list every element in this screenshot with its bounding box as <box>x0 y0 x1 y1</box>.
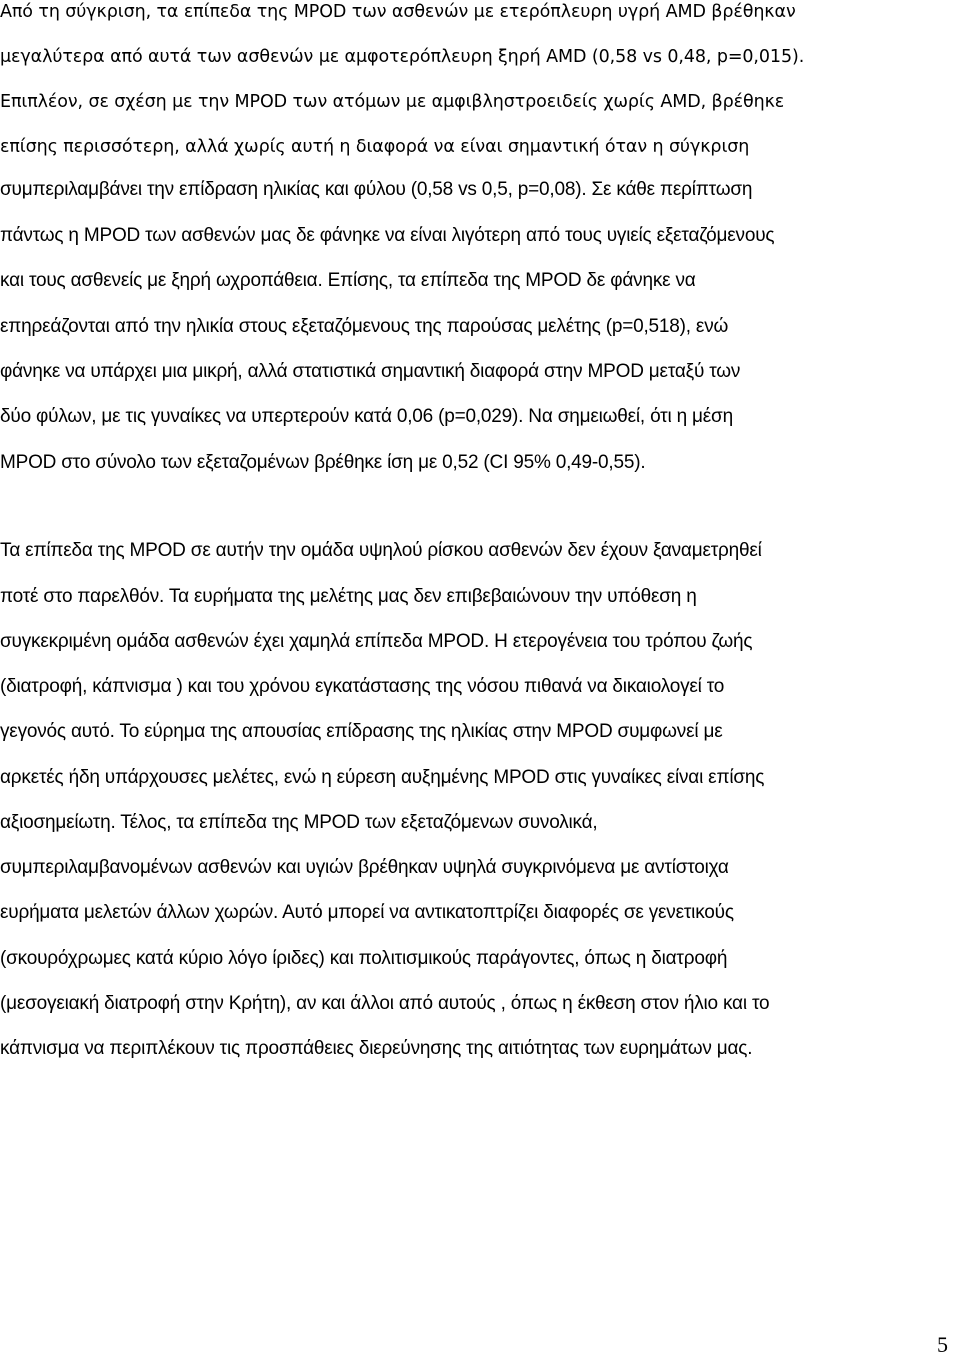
text-line: μεγαλύτερα από αυτά των ασθενών με αμφοτερόπλευρη ξηρή AMD (0,58 vs 0,48, p=0,015). <box>0 47 805 67</box>
text-line: (σκουρόχρωμες κατά κύριο λόγο ίριδες) και πολιτισμικούς παράγοντες, όπως η διατροφή <box>0 948 728 969</box>
text-line: γεγονός αυτό. Το εύρημα της απουσίας επίδρασης της ηλικίας στην MPOD συμφωνεί με <box>0 721 723 742</box>
text-line: MPOD στο σύνολο των εξεταζομένων βρέθηκε ίση με 0,52 (CI 95% 0,49-0,55). <box>0 452 646 473</box>
text-line: συγκεκριμένη ομάδα ασθενών έχει χαμηλά επίπεδα MPOD. Η ετερογένεια του τρόπου ζωής <box>0 631 753 652</box>
text-line: δύο φύλων, με τις γυναίκες να υπερτερούν κατά 0,06 (p=0,029). Να σημειωθεί, ότι η μέση <box>0 406 733 427</box>
text-line: αρκετές ήδη υπάρχουσες μελέτες, ενώ η εύρεση αυξημένης MPOD στις γυναίκες είναι επίσης <box>0 767 765 788</box>
text-line: Από τη σύγκριση, τα επίπεδα της MPOD των ασθενών με ετερόπλευρη υγρή AMD βρέθηκαν <box>0 2 796 22</box>
text-line: συμπεριλαμβάνει την επίδραση ηλικίας και φύλου (0,58 vs 0,5, p=0,08). Σε κάθε περίπτωση <box>0 179 753 200</box>
text-line: κάπνισμα να περιπλέκουν τις προσπάθειες διερεύνησης της αιτιότητας των ευρημάτων μας. <box>0 1038 753 1059</box>
text-line: συμπεριλαμβανομένων ασθενών και υγιών βρέθηκαν υψηλά συγκρινόμενα με αντίστοιχα <box>0 857 729 878</box>
page-number: 5 <box>937 1332 948 1357</box>
text-line: και τους ασθενείς με ξηρή ωχροπάθεια. Επίσης, τα επίπεδα της MPOD δε φάνηκε να <box>0 270 696 291</box>
text-line: πάντως η MPOD των ασθενών μας δε φάνηκε να είναι λιγότερη από τους υγιείς εξεταζόμενους <box>0 225 775 246</box>
text-line: αξιοσημείωτη. Τέλος, τα επίπεδα της MPOD των εξεταζόμενων συνολικά, <box>0 812 598 833</box>
text-line: επηρεάζονται από την ηλικία στους εξεταζόμενους της παρούσας μελέτης (p=0,518), ενώ <box>0 316 729 337</box>
text-line: Τα επίπεδα της MPOD σε αυτήν την ομάδα υψηλού ρίσκου ασθενών δεν έχουν ξαναμετρηθεί <box>0 540 762 561</box>
text-line: (μεσογειακή διατροφή στην Κρήτη), αν και άλλοι από αυτούς , όπως η έκθεση στον ήλιο και το <box>0 993 770 1014</box>
text-line: επίσης περισσότερη, αλλά χωρίς αυτή η διαφορά να είναι σημαντική όταν η σύγκριση <box>0 137 750 157</box>
text-line: Επιπλέον, σε σχέση με την MPOD των ατόμων με αμφιβληστροειδείς χωρίς AMD, βρέθηκε <box>0 92 785 112</box>
text-line: ποτέ στο παρελθόν. Τα ευρήματα της μελέτης μας δεν επιβεβαιώνουν την υπόθεση η <box>0 586 697 607</box>
text-line: (διατροφή, κάπνισμα ) και του χρόνου εγκατάστασης της νόσου πιθανά να δικαιολογεί το <box>0 676 725 697</box>
text-line: φάνηκε να υπάρχει μια μικρή, αλλά στατιστικά σημαντική διαφορά στην MPOD μεταξύ των <box>0 361 741 382</box>
text-line: ευρήματα μελετών άλλων χωρών. Αυτό μπορεί να αντικατοπτρίζει διαφορές σε γενετικούς <box>0 902 734 923</box>
